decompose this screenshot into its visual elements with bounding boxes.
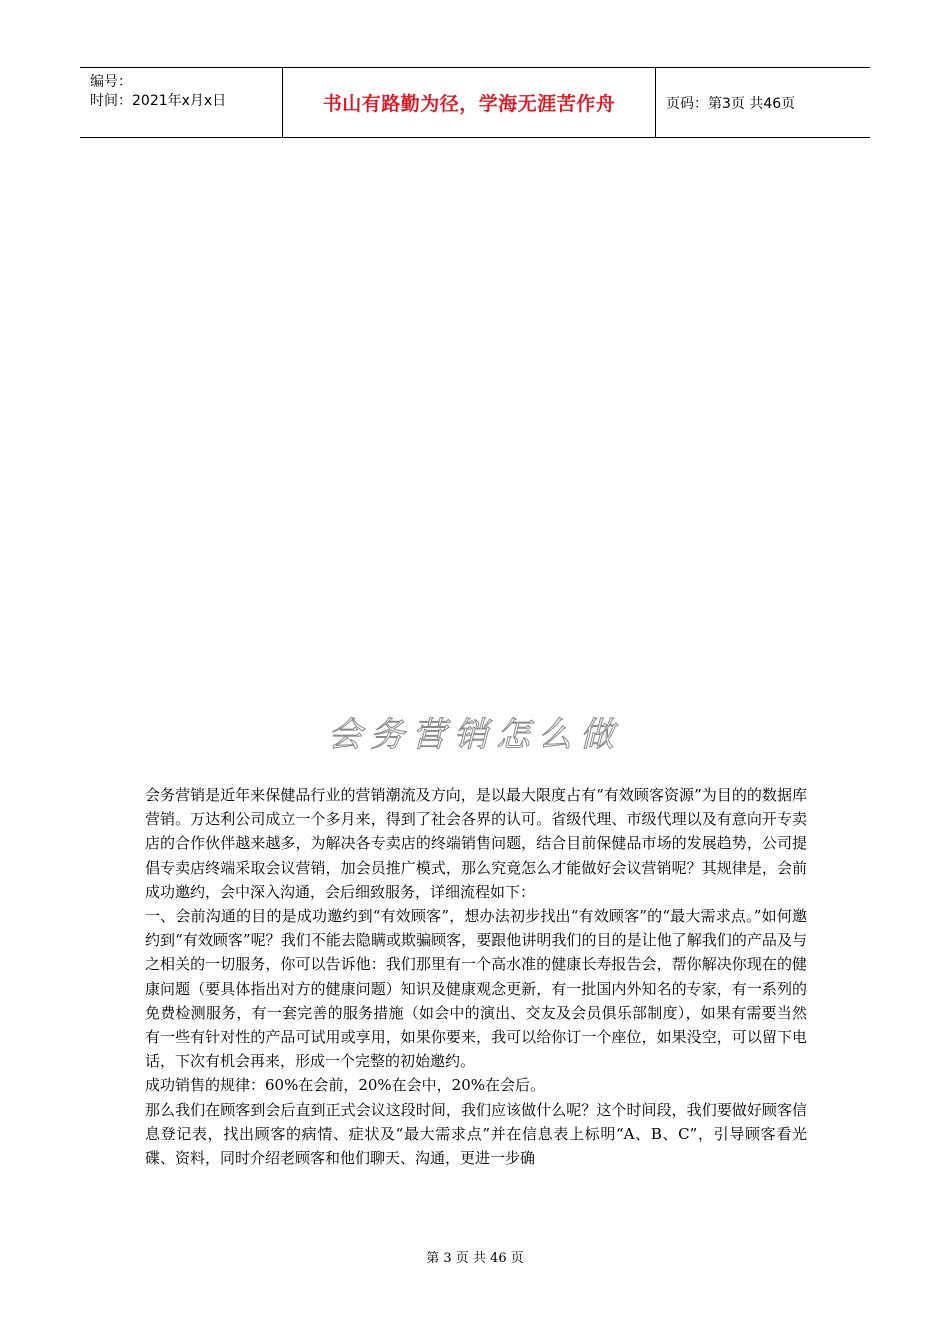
document-title: 会务营销怎么做	[328, 715, 622, 755]
body-paragraph: 那么我们在顾客到会后直到正式会议这段时间，我们应该做什么呢？这个时间段，我们要做好顾客信息登记表，找出顾客的病情、症状及“最大需求点”并在信息表上标明“A、B、C”，引导顾客看光碟、资料，同时介绍老顾客和他们聊天、沟通，更进一步确	[145, 1100, 807, 1168]
body-paragraph: 一、会前沟通的目的是成功邀约到“有效顾客”，想办法初步找出“有效顾客”的“最大需求点。”如何邀约到“有效顾客”呢？我们不能去隐瞒或欺骗顾客，要跟他讲明我们的目的是让他了解我们的产品及与之相关的一切服务，你可以告诉他：我们那里有一个高水准的健康长寿报告会，帮你解决你现在的健康问题（要具体指出对方的健康问题）知识及健康观念更新，有一批国内外知名的专家，有一系列的免费检测服务，有一套完善的服务措施（如会中的演出、交友及会员俱乐部制度），如果有需要当然有一些有针对性的产品可试用或享用，如果你要来，我可以给你订一个座位，如果没空，可以留下电话，下次有机会再来，形成一个完整的初始邀约。	[145, 907, 807, 1071]
document-time-label: 时间：2021年x月x日	[90, 93, 227, 109]
page-footer: 第 3 页 共 46 页	[426, 1251, 524, 1266]
document-number-label: 编号：	[90, 74, 132, 90]
header-meta	[80, 68, 282, 137]
header-page-info: 页码：第3页 共46页	[666, 95, 796, 112]
body-paragraph: 成功销售的规律：60%在会前，20%在会中，20%在会后。	[145, 1076, 546, 1095]
page-header	[80, 67, 870, 138]
body-paragraph: 会务营销是近年来保健品行业的营销潮流及方向，是以最大限度占有“有效顾客资源”为目的的数据库营销。万达利公司成立一个多月来，得到了社会各界的认可。省级代理、市级代理以及有意向开专卖店的合作伙伴越来越多，为解决各专卖店的终端销售问题，结合目前保健品市场的发展趋势，公司提倡专卖店终端采取会议营销，加会员推广模式，那么究竟怎么才能做好会议营销呢？其规律是，会前成功邀约，会中深入沟通，会后细致服务，详细流程如下：	[145, 786, 807, 901]
header-motto: 书山有路勤为径，学海无涯苦作舟	[282, 68, 656, 137]
document-body	[145, 783, 807, 1170]
